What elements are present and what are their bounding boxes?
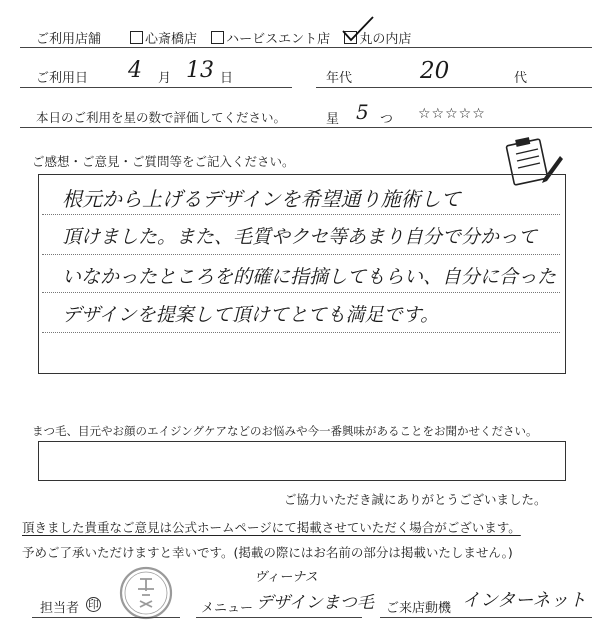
age-value: 20: [420, 58, 450, 84]
divider: [196, 617, 362, 618]
thanks-message: ご協力いただき誠にありがとうございました。: [284, 492, 547, 507]
age-unit: 代: [514, 71, 528, 86]
divider: [316, 87, 592, 88]
dotted-guide: [42, 332, 560, 333]
divider: [20, 87, 292, 88]
store-option-shinsaibashi[interactable]: 心斎橋店: [130, 28, 197, 47]
divider: [20, 127, 592, 128]
menu-label: メニュー: [201, 601, 254, 616]
store-option-marunouchi[interactable]: 丸の内店: [344, 28, 411, 47]
rating-prompt: 本日のご利用を星の数で評価してください。: [36, 110, 287, 125]
rating-unit: つ: [380, 112, 394, 127]
store-options: [130, 28, 421, 47]
feedback-prompt: ご感想・ご意見・ご質問等をご記入ください。: [32, 154, 295, 169]
visit-reason-label: ご来店動機: [386, 601, 452, 616]
visit-day-unit: 日: [220, 71, 234, 86]
visit-date-label: ご利用日: [36, 71, 89, 86]
staff-label: 担当者: [40, 601, 80, 616]
dotted-guide: [42, 214, 560, 215]
store-label: ご利用店舗: [36, 32, 102, 47]
divider: [380, 617, 592, 618]
visit-month-unit: 月: [158, 71, 172, 86]
rating-stars: ☆☆☆☆☆: [418, 106, 486, 122]
feedback-line-1: 根元から上げるデザインを希望通り施術して: [62, 187, 461, 211]
rating-value: 5: [356, 100, 369, 124]
dotted-guide: [42, 254, 560, 255]
checkbox-icon[interactable]: [211, 31, 224, 44]
notice-line-2: 予めご了承いただけますと幸いです。(掲載の際にはお名前の部分は掲載いたしません。): [22, 545, 513, 560]
notice-line-1: 頂きました貴重なご意見は公式ホームページにて掲載させていただく場合がございます。: [22, 520, 521, 535]
store-option-harbis[interactable]: ハービスエント店: [211, 28, 330, 47]
checkbox-icon[interactable]: [130, 31, 143, 44]
dotted-guide: [42, 292, 560, 293]
menu-annotation: ヴィーナス: [254, 570, 318, 585]
seal-mark: 印: [88, 598, 99, 611]
feedback-line-4: デザインを提案して頂けてとても満足です。: [62, 304, 440, 326]
staff-seal-stamp: [118, 565, 174, 621]
divider: [20, 47, 592, 48]
feedback-line-2: 頂けました。また、毛質やクセ等あまり自分で分かって: [62, 226, 538, 248]
visit-month-value: 4: [128, 58, 142, 83]
visit-day-value: 13: [186, 58, 214, 83]
feedback-line-3: いなかったところを的確に指摘してもらい、自分に合った: [62, 266, 557, 288]
visit-reason-value: インターネット: [462, 590, 587, 611]
rating-label: 星: [326, 112, 340, 127]
aging-answer-box[interactable]: [38, 441, 566, 481]
menu-value: デザインまつ毛: [256, 593, 374, 613]
checkmark-icon: [340, 14, 376, 44]
age-label: 年代: [326, 71, 353, 86]
divider: [32, 617, 180, 618]
aging-prompt: まつ毛、目元やお顔のエイジングケアなどのお悩みや今一番興味があることをお聞かせください。: [32, 424, 538, 438]
